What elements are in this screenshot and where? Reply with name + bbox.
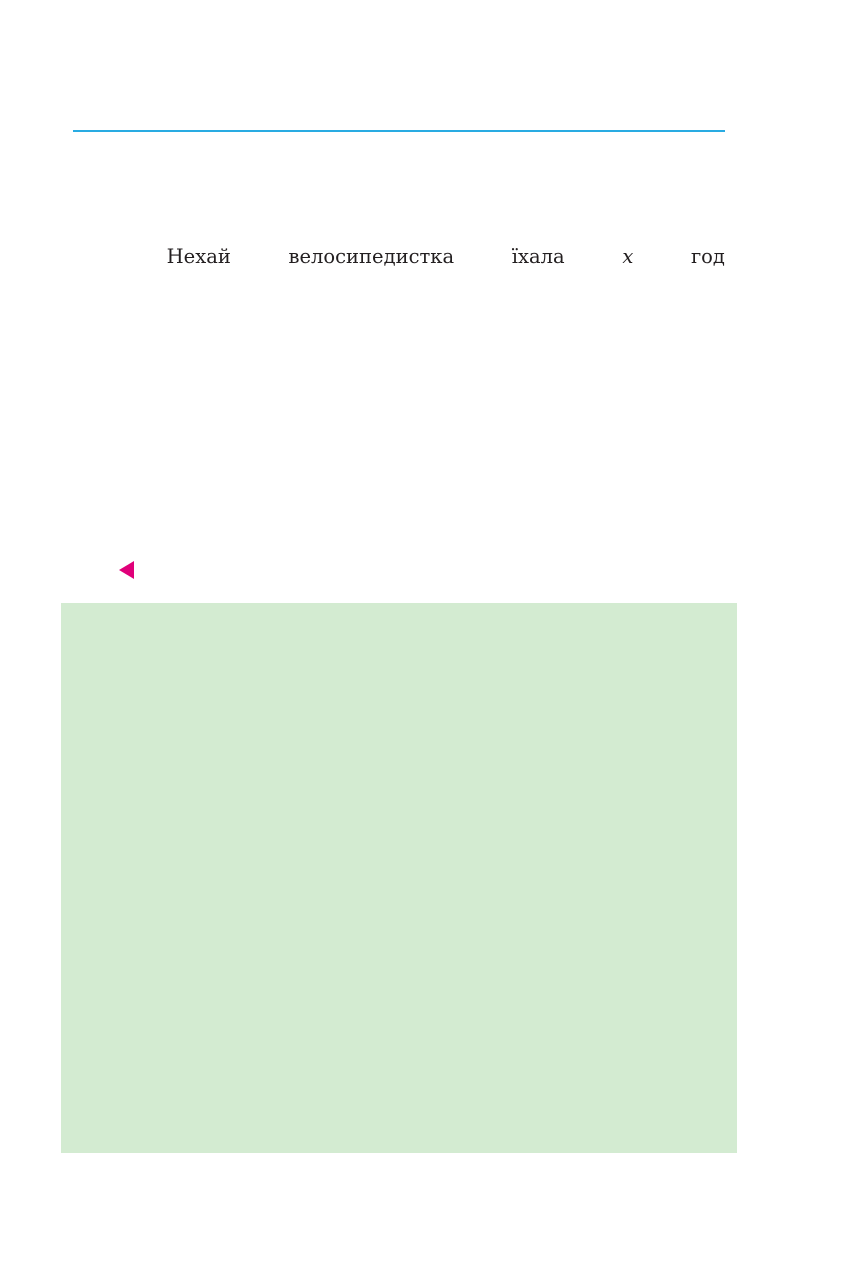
triangle-left-icon	[119, 561, 134, 579]
note-box	[61, 603, 737, 1153]
running-header	[73, 100, 725, 132]
word: год	[690, 245, 725, 268]
word: Нехай	[166, 245, 231, 268]
answer-line	[109, 561, 725, 579]
word: їхала	[511, 245, 565, 268]
word: x	[622, 245, 634, 268]
word: велосипедистка	[288, 245, 455, 268]
chapter-title	[533, 103, 537, 121]
solution-line	[109, 242, 725, 271]
